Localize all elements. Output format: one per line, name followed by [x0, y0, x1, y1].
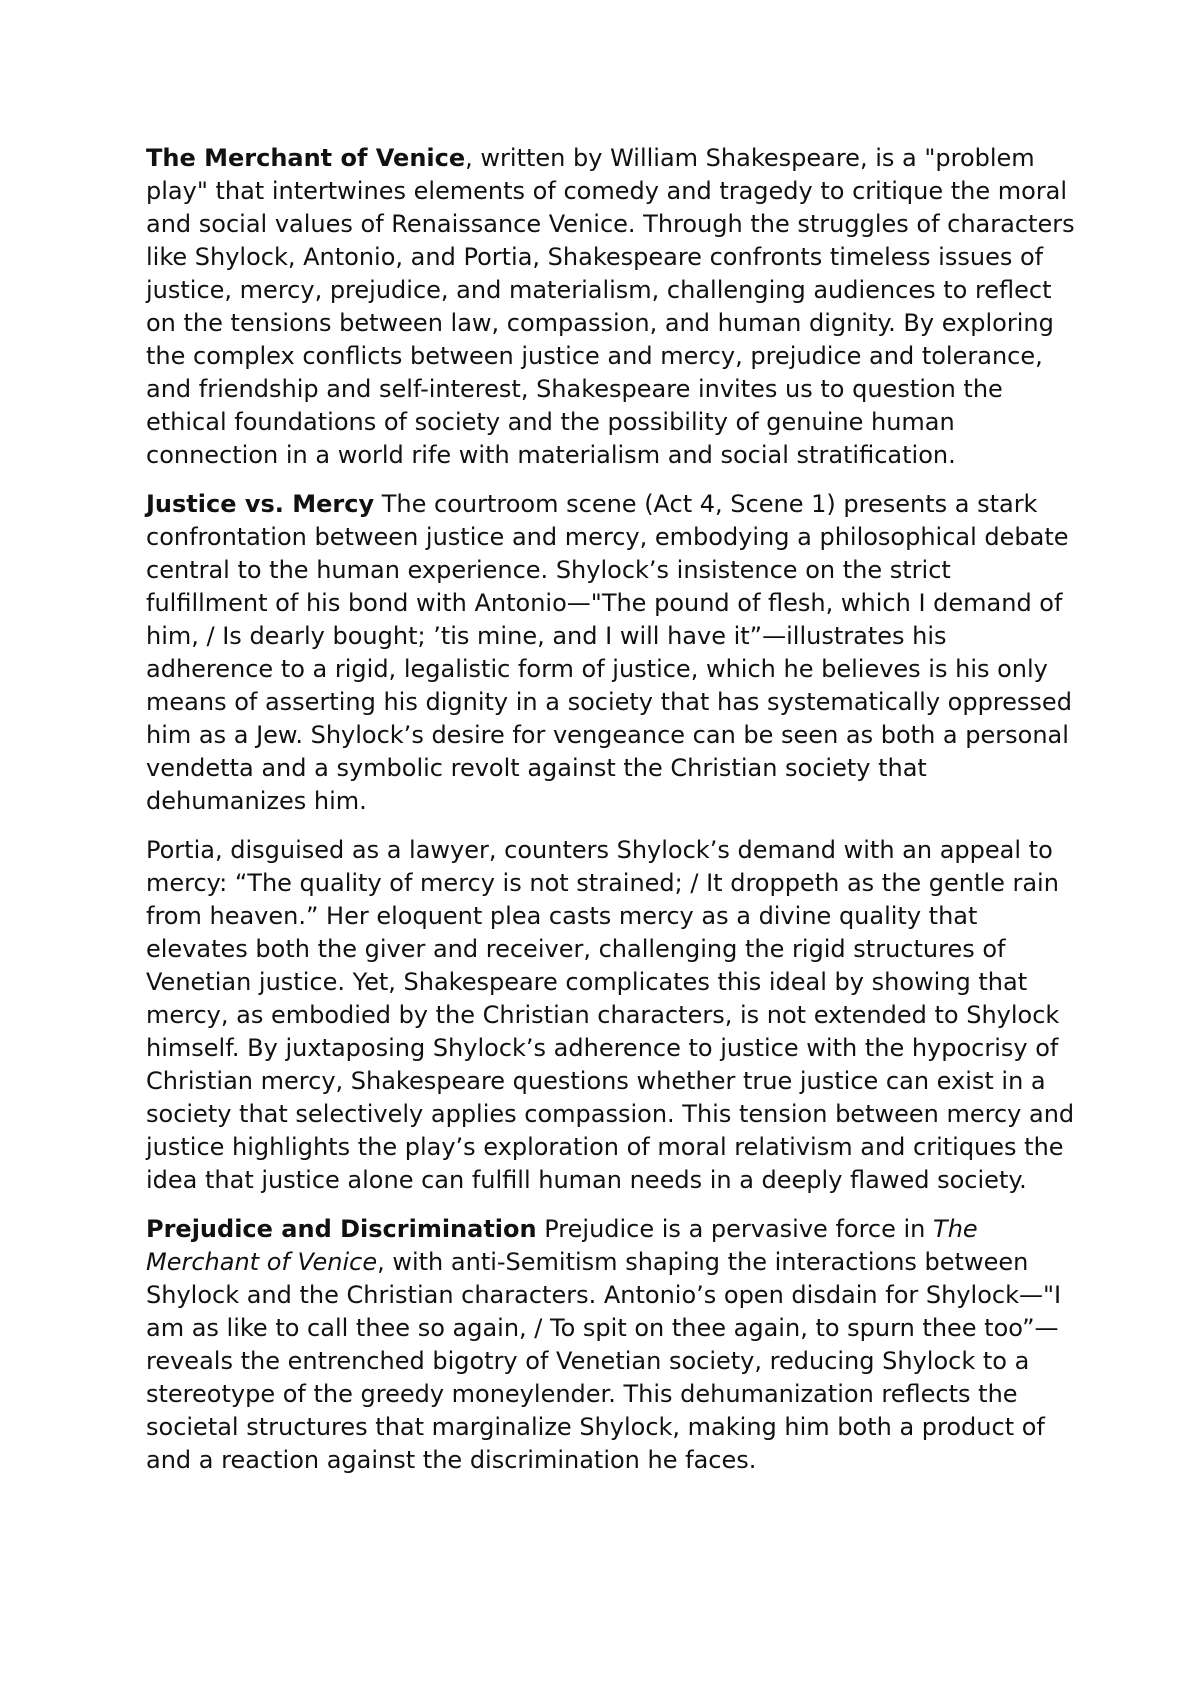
work-title: The Merchant of Venice: [146, 144, 466, 172]
paragraph-portia-text: Portia, disguised as a lawyer, counters Shylock’s demand with an appeal to mercy: “The quality of mercy is not strained; / It droppeth as the gentle rain from heaven.” Her eloquent plea casts mercy as a divine quality that elevates both the giver and receiver, challenging the rigid structures of Venetian justice. Yet, Shakespeare complicates this ideal by showing that mercy, as embodied by the Christian characters, is not extended to Shylock himself. By juxtaposing Shylock’s adherence to justice with the hypocrisy of Christian mercy, Shakespeare questions whether true justice can exist in a society that selectively applies compassion. This tension between mercy and justice highlights the play’s exploration of moral relativism and critiques the idea that justice alone can fulfill human needs in a deeply flawed society.: [146, 836, 1075, 1194]
section-heading-prejudice: Prejudice and Discrimination: [146, 1215, 537, 1243]
paragraph-portia: [146, 834, 1076, 1197]
document-body: [146, 142, 1076, 1493]
paragraph-prejudice-text-before: Prejudice is a pervasive force in: [536, 1215, 934, 1243]
paragraph-prejudice: [146, 1213, 1076, 1477]
work-title-italic: The Merchant of Venice: [146, 1215, 978, 1276]
paragraph-intro: [146, 142, 1076, 472]
paragraph-prejudice-text-after: , with anti-Semitism shaping the interactions between Shylock and the Christian characters. Antonio’s open disdain for Shylock—"I am as like to call thee so again, / To spit on thee again, to spurn thee too”—reveals the entrenched bigotry of Venetian society, reducing Shylock to a stereotype of the greedy moneylender. This dehumanization reflects the societal structures that marginalize Shylock, making him both a product of and a reaction against the discrimination he faces.: [146, 1248, 1062, 1474]
paragraph-justice-vs-mercy: [146, 488, 1076, 818]
paragraph-intro-text: , written by William Shakespeare, is a "problem play" that intertwines elements of comedy and tragedy to critique the moral and social values of Renaissance Venice. Through the struggles of characters like Shylock, Antonio, and Portia, Shakespeare confronts timeless issues of justice, mercy, prejudice, and materialism, challenging audiences to reflect on the tensions between law, compassion, and human dignity. By exploring the complex conflicts between justice and mercy, prejudice and tolerance, and friendship and self-interest, Shakespeare invites us to question the ethical foundations of society and the possibility of genuine human connection in a world rife with materialism and social stratification.: [146, 144, 1075, 469]
paragraph-justice-vs-mercy-text: The courtroom scene (Act 4, Scene 1) presents a stark confrontation between justice and mercy, embodying a philosophical debate central to the human experience. Shylock’s insistence on the strict fulfillment of his bond with Antonio—"The pound of flesh, which I demand of him, / Is dearly bought; ’tis mine, and I will have it”—illustrates his adherence to a rigid, legalistic form of justice, which he believes is his only means of asserting his dignity in a society that has systematically oppressed him as a Jew. Shylock’s desire for vengeance can be seen as both a personal vendetta and a symbolic revolt against the Christian society that dehumanizes him.: [146, 490, 1072, 815]
section-heading-justice-vs-mercy: Justice vs. Mercy: [146, 490, 375, 518]
